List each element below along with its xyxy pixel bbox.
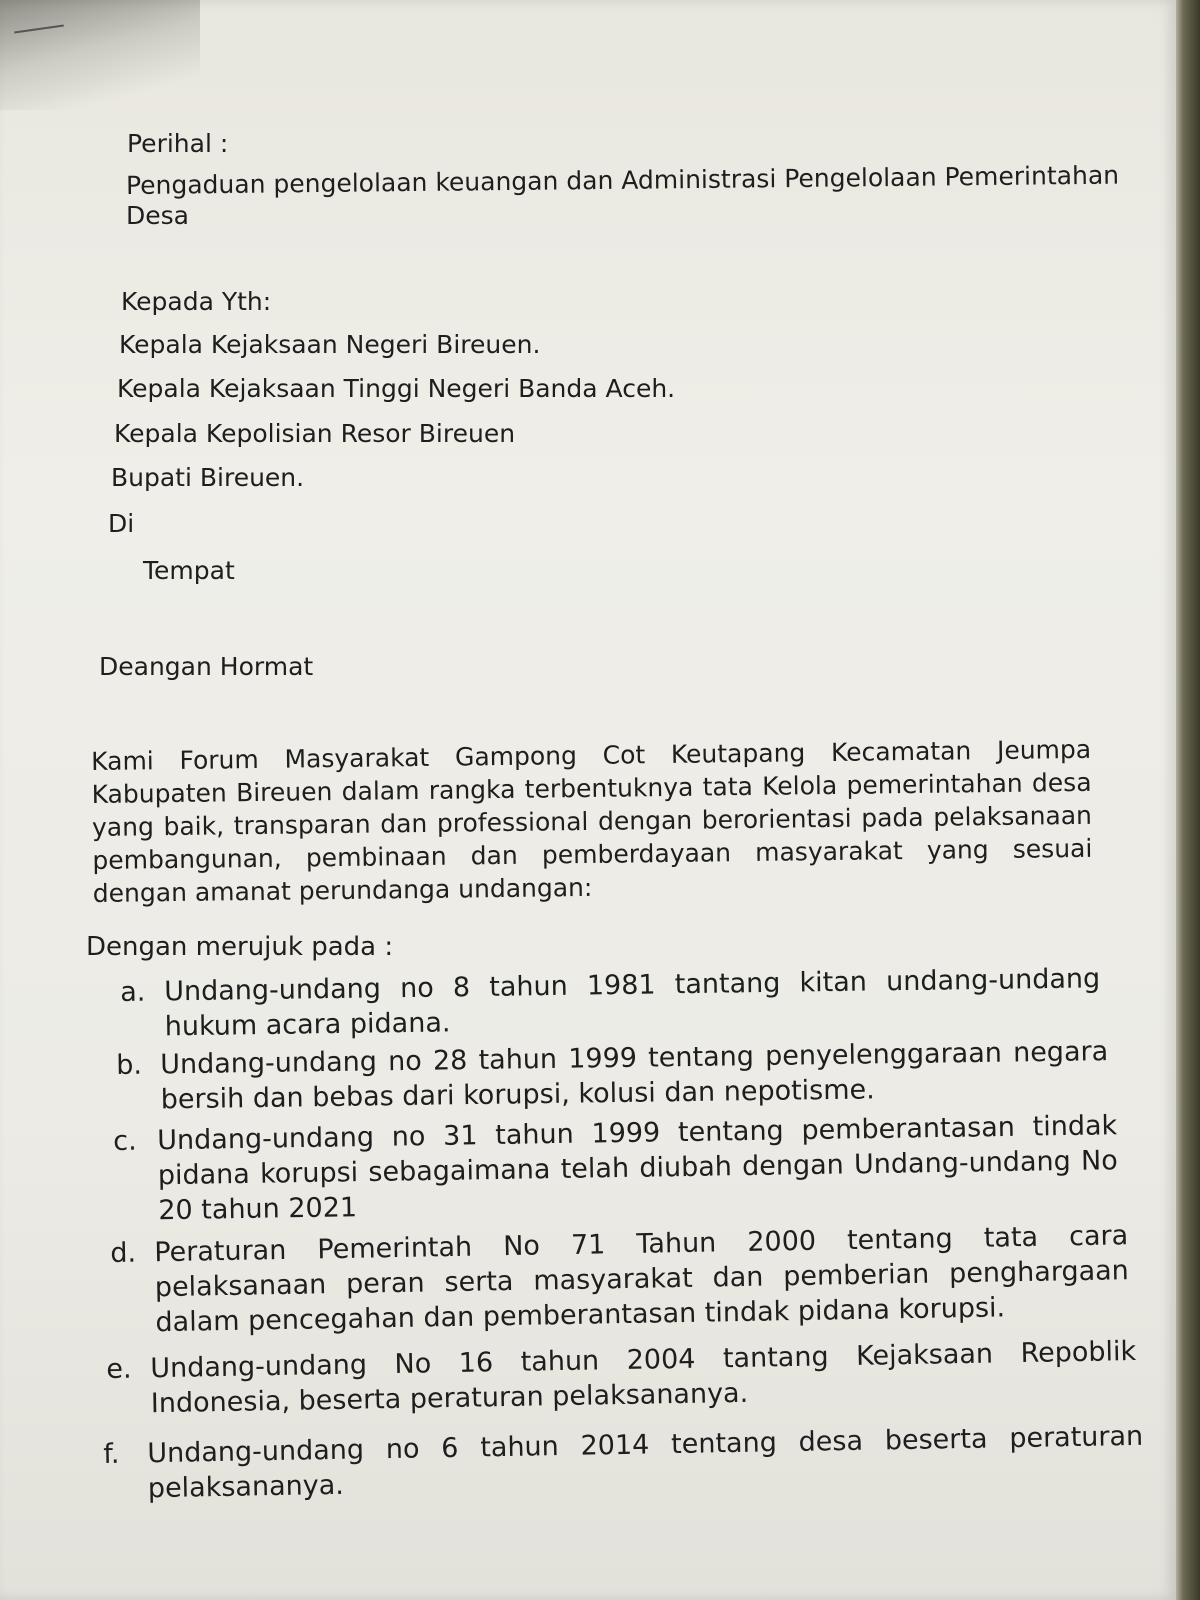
reference-label: c.	[113, 1125, 137, 1157]
reference-item	[113, 1108, 1119, 1229]
referring-heading: Dengan merujuk pada :	[86, 932, 394, 962]
reference-text: Undang-undang no 8 tahun 1981 tantang kitan undang-undang hukum acara pidana.	[164, 963, 1101, 1043]
reference-item	[120, 961, 1101, 1045]
salutation: Deangan Hormat	[99, 652, 314, 681]
reference-item	[106, 1334, 1137, 1422]
di-label: Di	[108, 509, 135, 538]
recipient-4: Bupati Bireuen.	[111, 463, 305, 492]
reference-label: a.	[120, 976, 146, 1008]
reference-label: e.	[106, 1353, 132, 1385]
page-shadow	[0, 0, 200, 110]
addressee-label: Kepada Yth:	[121, 287, 272, 316]
reference-text: Undang-undang no 6 tahun 2014 tentang desa beserta peraturan pelaksananya.	[147, 1420, 1144, 1505]
reference-item	[103, 1419, 1144, 1507]
recipient-1: Kepala Kejaksaan Negeri Bireuen.	[119, 330, 541, 359]
perihal-label: Perihal :	[127, 129, 229, 158]
reference-text: Undang-undang No 16 tahun 2004 tantang Kejaksaan Repoblik Indonesia, beserta peraturan pelaksananya.	[150, 1336, 1137, 1420]
reference-label: f.	[103, 1438, 120, 1470]
reference-text: Undang-undang no 31 tahun 1999 tentang pemberantasan tindak pidana korupsi sebagaimana telah diubah dengan Undang-undang No 20 tahun 2021	[157, 1110, 1118, 1227]
reference-item	[110, 1218, 1130, 1341]
tempat-label: Tempat	[143, 556, 235, 585]
reference-text: Undang-undang no 28 tahun 1999 tentang penyelenggaraan negara bersih dan bebas dari korupsi, kolusi dan nepotisme.	[160, 1036, 1109, 1116]
recipient-3: Kepala Kepolisian Resor Bireuen	[114, 419, 516, 448]
intro-paragraph: Kami Forum Masyarakat Gampong Cot Keutapang Kecamatan Jeumpa Kabupaten Bireuen dalam rangka terbentuknya tata Kelola pemerintahan desa yang baik, transparan dan professional dengan berorientasi pada pelaksanaan pembangunan, pembinaan dan pemberdayaan masyarakat yang sesuai dengan amanat perundanga undangan:	[91, 734, 1093, 908]
reference-item	[116, 1034, 1109, 1118]
background-edge	[1172, 0, 1200, 1600]
reference-label: b.	[116, 1049, 143, 1081]
perihal-subject-line2: Desa	[126, 201, 189, 230]
recipient-2: Kepala Kejaksaan Tinggi Negeri Banda Aceh.	[117, 374, 676, 403]
reference-text: Peraturan Pemerintah No 71 Tahun 2000 tentang tata cara pelaksanaan peran serta masyarakat dan pemberian penghargaan dalam pencegahan dan pemberantasan tindak pidana korupsi.	[154, 1220, 1130, 1339]
perihal-subject-line1: Pengaduan pengelolaan keuangan dan Administrasi Pengelolaan Pemerintahan	[125, 160, 1120, 200]
reference-label: d.	[110, 1237, 137, 1269]
